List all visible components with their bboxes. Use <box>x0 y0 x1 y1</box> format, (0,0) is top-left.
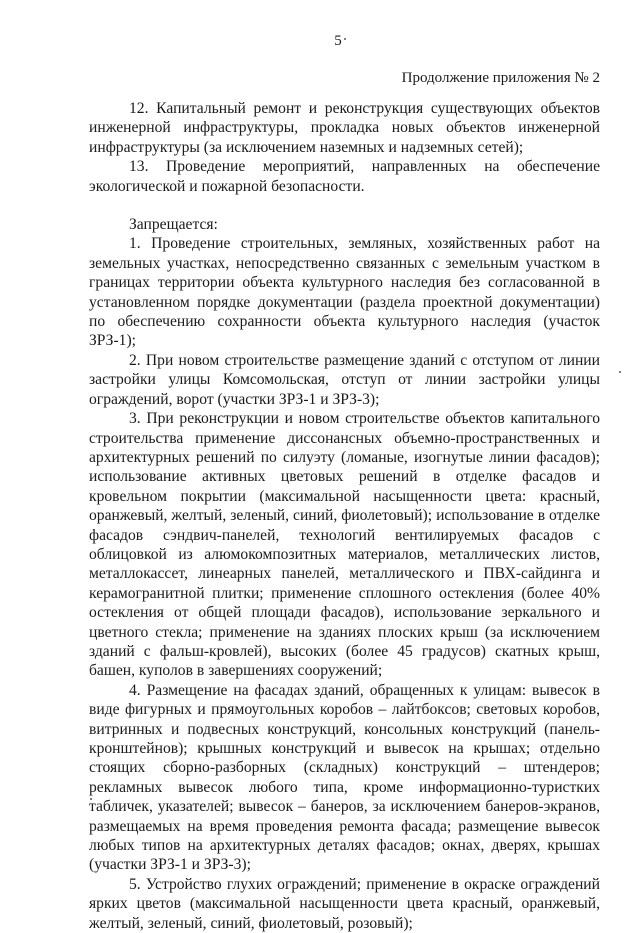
prohibited-item-2: 2. При новом строительстве размещение зданий с отступом от линии застройки улицы Комсомольская, отступ от линии застройки улицы ограждений, ворот (участки ЗРЗ-1 и ЗРЗ-3); <box>89 351 600 408</box>
appendix-note: Продолжение приложения № 2 <box>401 70 600 86</box>
prohibited-heading: Запрещается: <box>129 216 218 234</box>
prohibited-item-4: 4. Размещение на фасадах зданий, обращенных к улицам: вывесок в виде фигурных и прямоугольных коробов – лайтбоксов; световых коробов, витринных и подвесных конструкций, консольных конструкций (панель-кронштейнов); крышных конструкций и вывесок на крышах; отдельно стоящих сборно-разборных (складных) конструкций – штендеров; рекламных вывесок любого типа, кроме информационно-туристких табличек, указателей; вывесок – банеров, за исключением банеров-экранов, размещаемых на время проведения ремонта фасада; размещение вывесок любых типов на архитектурных деталях фасадов; окнах, дверях, крышах (участки ЗРЗ-1 и ЗРЗ-3); <box>89 681 600 874</box>
item-13: 13. Проведение мероприятий, направленных на обеспечение экологической и пожарной безопасности. <box>89 158 600 195</box>
prohibited-item-1: 1. Проведение строительных, земляных, хозяйственных работ на земельных участках, непосредственно связанных с земельным участком в границах территории объекта культурного наследия без согласованной в установленном порядке документации (раздела проектной документации) по обеспечению сохранности объекта культурного наследия (участок ЗРЗ-1); <box>89 235 600 350</box>
scan-speck <box>619 371 621 373</box>
prohibited-item-5: 5. Устройство глухих ограждений; применение в окраске ограждений ярких цветов (максимальной насыщенности цвета красный, оранжевый, желтый, зеленый, синий, фиолетовый, розовый); <box>89 875 600 932</box>
scan-speck <box>344 38 346 40</box>
document-body <box>89 99 600 933</box>
page-number: 5 <box>334 33 342 49</box>
item-12: 12. Капитальный ремонт и реконструкция существующих объектов инженерной инфраструктуры, прокладка новых объектов инженерной инфраструктуры (за исключением наземных и надземных сетей); <box>89 100 600 156</box>
prohibited-item-3: 3. При реконструкции и новом строительстве объектов капитального строительства применение диссонансных объемно-пространственных и архитектурных решений по силуэту (ломаные, изогнутые линии фасадов); использование активных цветовых решений в отделке фасадов и кровельном покрытии (максимальной насыщенности цвета: красный, оранжевый, желтый, зеленый, синий, фиолетовый); использование в отделке фасадов сэндвич-панелей, технологий вентилируемых фасадов с облицовкой из алюмокомпозитных материалов, металлических листов, металлокассет, линеарных панелей, металлического и ПВХ-сайдинга и керамогранитной плитки; применение сплошного остекления (более 40% остекления от общей площади фасадов), использование зеркального и цветного стекла; применение на зданиях плоских крыш (за исключением зданий с фальш-кровлей), высоких (более 45 градусов) скатных крыш, башен, куполов в завершениях сооружений; <box>89 410 600 680</box>
